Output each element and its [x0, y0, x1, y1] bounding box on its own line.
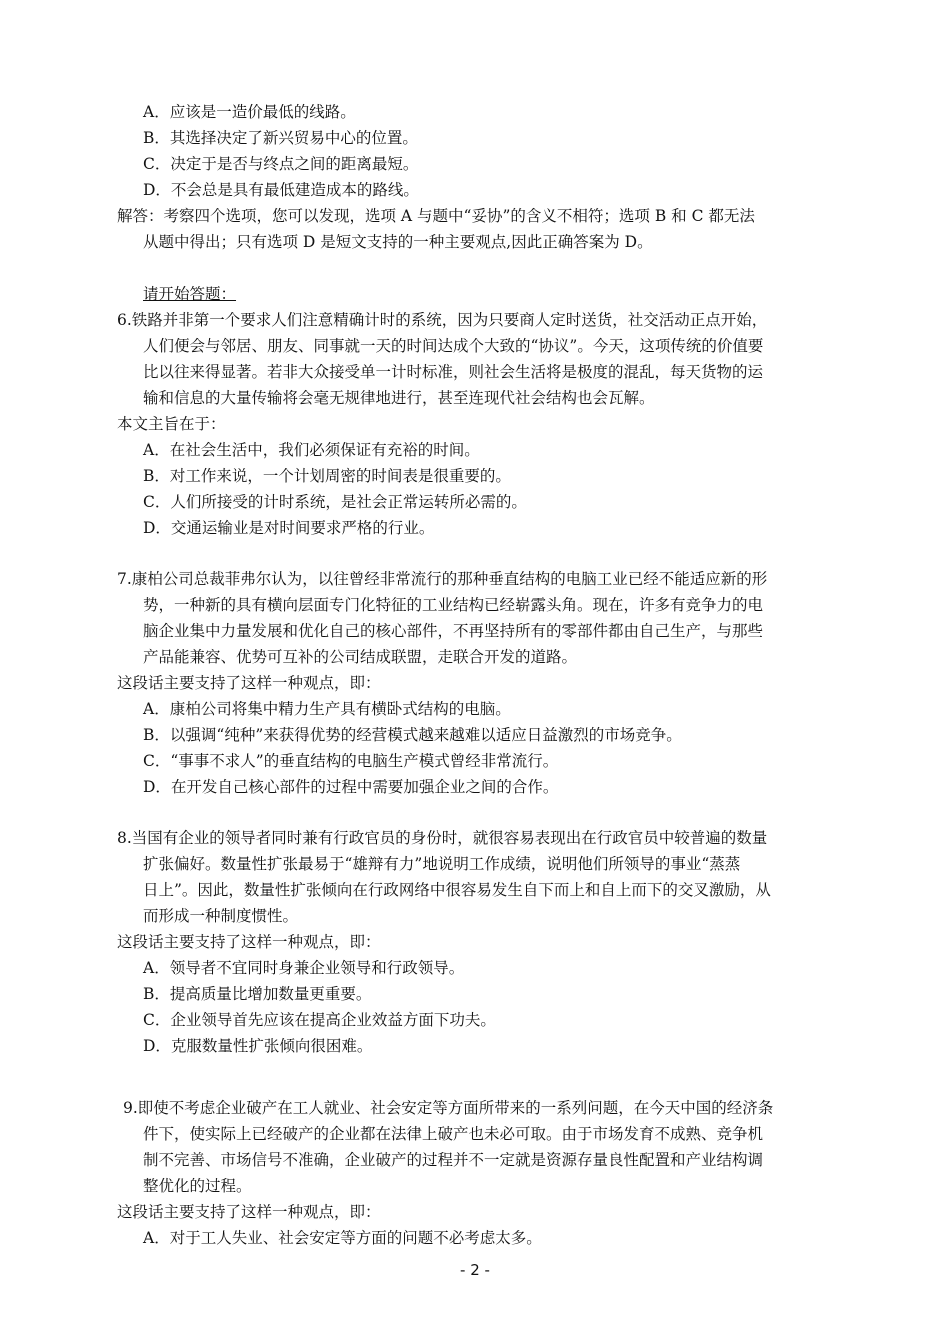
q8-stem: 这段话主要支持了这样一种观点，即： [117, 933, 381, 951]
q9-line-2: 件下，使实际上已经破产的企业都在法律上破产也未必可取。由于市场发育不成熟、竞争机 [143, 1125, 764, 1143]
q8-line-2: 扩张偏好。数量性扩张最易于“雄辩有力”地说明工作成绩，说明他们所领导的事业“蒸蒸 [143, 855, 741, 873]
answer-line-1: 解答：考察四个选项，您可以发现，选项 A 与题中“妥协”的含义不相符；选项 B 和 C 都无法 [117, 207, 755, 225]
q9-line-4: 整优化的过程。 [143, 1177, 252, 1195]
prev-option-a: A．应该是一造价最低的线路。 [143, 103, 356, 121]
q8-option-d: D．克服数量性扩张倾向很困难。 [143, 1037, 373, 1055]
q8-line-3: 日上”。因此，数量性扩张倾向在行政网络中很容易发生自下而上和自上而下的交叉激励，从 [143, 881, 771, 899]
q7-stem: 这段话主要支持了这样一种观点，即： [117, 674, 381, 692]
q6-line-4: 输和信息的大量传输将会毫无规律地进行，甚至连现代社会结构也会瓦解。 [143, 389, 655, 407]
q6-line-2: 人们便会与邻居、朋友、同事就一天的时间达成个大致的“协议”。今天，这项传统的价值要 [143, 337, 764, 355]
answer-line-2: 从题中得出；只有选项 D 是短文支持的一种主要观点,因此正确答案为 D。 [143, 233, 653, 251]
prev-option-d: D．不会总是具有最低建造成本的路线。 [143, 181, 419, 199]
q6-option-b: B．对工作来说，一个计划周密的时间表是很重要的。 [143, 467, 511, 485]
q7-line-1: 7.康柏公司总裁菲弗尔认为，以往曾经非常流行的那种垂直结构的电脑工业已经不能适应新的形 [117, 570, 768, 588]
q7-line-4: 产品能兼容、优势可互补的公司结成联盟，走联合开发的道路。 [143, 648, 578, 666]
q8-option-a: A．领导者不宜同时身兼企业领导和行政领导。 [143, 959, 465, 977]
q8-option-b: B．提高质量比增加数量更重要。 [143, 985, 372, 1003]
q8-line-1: 8.当国有企业的领导者同时兼有行政官员的身份时，就很容易表现出在行政官员中较普遍的数量 [117, 829, 768, 847]
q6-stem: 本文主旨在于： [117, 415, 226, 433]
q6-line-3: 比以往来得显著。若非大众接受单一计时标准，则社会生活将是极度的混乱，每天货物的运 [143, 363, 764, 381]
q7-option-c: C．“事事不求人”的垂直结构的电脑生产模式曾经非常流行。 [143, 752, 559, 770]
q9-line-3: 制不完善、市场信号不准确，企业破产的过程并不一定就是资源存量良性配置和产业结构调 [143, 1151, 764, 1169]
start-heading: 请开始答题： [143, 285, 237, 303]
q6-option-c: C．人们所接受的计时系统，是社会正常运转所必需的。 [143, 493, 527, 511]
q6-option-d: D．交通运输业是对时间要求严格的行业。 [143, 519, 435, 537]
prev-option-b: B．其选择决定了新兴贸易中心的位置。 [143, 129, 418, 147]
q7-line-3: 脑企业集中力量发展和优化自己的核心部件，不再坚持所有的零部件都由自己生产，与那些 [143, 622, 764, 640]
page-number: - 2 - [460, 1261, 490, 1279]
q7-option-d: D．在开发自己核心部件的过程中需要加强企业之间的合作。 [143, 778, 559, 796]
q7-option-a: A．康柏公司将集中精力生产具有横卧式结构的电脑。 [143, 700, 511, 718]
q9-line-1: 9.即使不考虑企业破产在工人就业、社会安定等方面所带来的一系列问题，在今天中国的经济条 [123, 1099, 774, 1117]
q7-option-b: B．以强调“纯种”来获得优势的经营模式越来越难以适应日益激烈的市场竞争。 [143, 726, 682, 744]
q8-option-c: C．企业领导首先应该在提高企业效益方面下功夫。 [143, 1011, 496, 1029]
prev-option-c: C．决定于是否与终点之间的距离最短。 [143, 155, 419, 173]
q7-line-2: 势，一种新的具有横向层面专门化特征的工业结构已经崭露头角。现在，许多有竞争力的电 [143, 596, 764, 614]
q8-line-4: 而形成一种制度惯性。 [143, 907, 299, 925]
q9-option-a: A．对于工人失业、社会安定等方面的问题不必考虑太多。 [143, 1229, 542, 1247]
q9-stem: 这段话主要支持了这样一种观点，即： [117, 1203, 381, 1221]
q6-line-1: 6.铁路并非第一个要求人们注意精确计时的系统，因为只要商人定时送货，社交活动正点开始， [117, 311, 768, 329]
q6-option-a: A．在社会生活中，我们必须保证有充裕的时间。 [143, 441, 480, 459]
